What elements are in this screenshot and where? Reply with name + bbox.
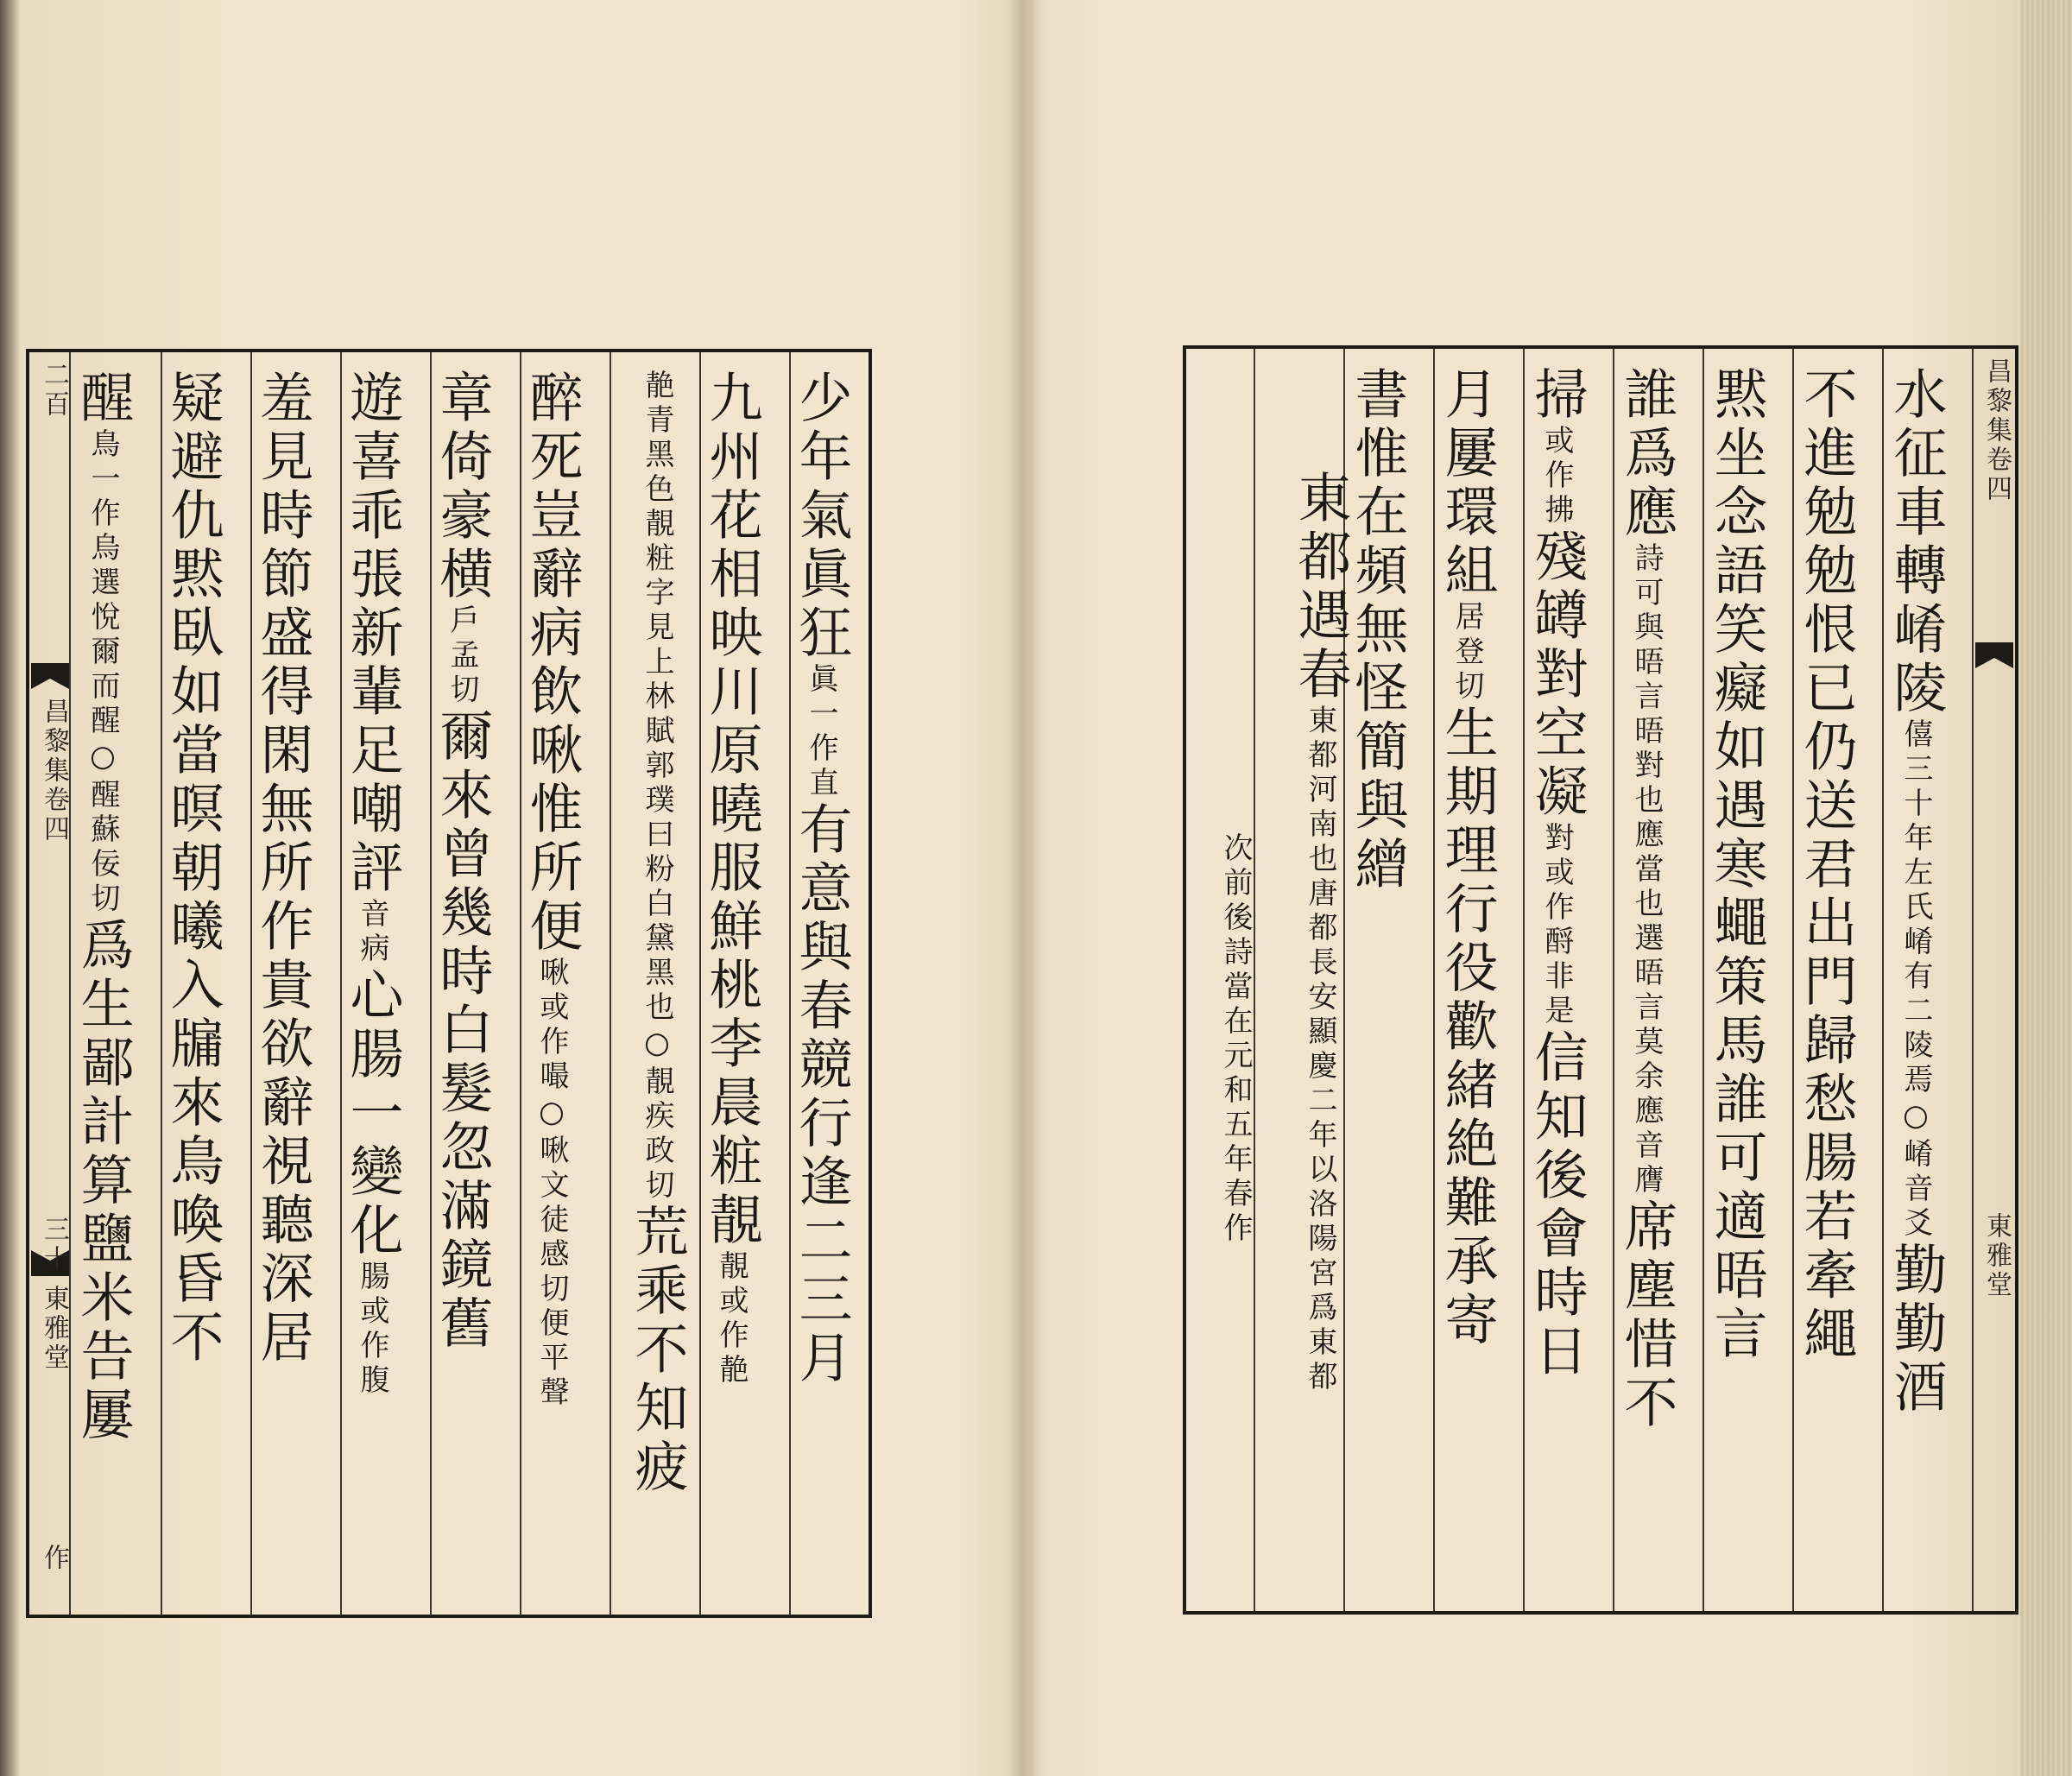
- left-page-frame: [26, 349, 872, 1618]
- column-rule: [1882, 349, 1884, 1611]
- right-col-6: 月屢環組居登切生期理行役歡緒絶難承寄: [1436, 366, 1499, 1350]
- right-col-9-note: 次前後詩當在元和五年春作: [1218, 832, 1253, 1247]
- right-col-8-poem-title: 東都遇春東都河南也唐都長安顯慶二年以洛陽宮爲東都: [1289, 470, 1352, 1395]
- right-col-5: 掃或作拂殘罇對空凝對或作酹非是信知後會時日: [1526, 366, 1589, 1381]
- left-margin-top: 二百: [39, 361, 69, 420]
- right-margin-hall: 東雅堂: [1981, 1212, 2012, 1300]
- column-rule: [1792, 349, 1794, 1611]
- column-rule: [1433, 349, 1435, 1611]
- right-col-3: 黙坐念語笑癡如遇寒蠅策馬誰可適晤言: [1705, 366, 1768, 1364]
- left-margin-folio: 三十: [39, 1216, 69, 1274]
- right-col-4: 誰爲應詩可與晤言晤對也應當也選晤言莫余應音膺席塵惜不: [1615, 366, 1678, 1433]
- left-margin-hall: 東雅堂: [39, 1285, 69, 1373]
- left-margin-bottom: 作: [39, 1544, 69, 1573]
- right-col-7: 書惟在頻無怪簡與繒: [1346, 366, 1409, 894]
- column-rule: [1702, 349, 1704, 1611]
- margin-rule: [69, 352, 71, 1615]
- right-page-frame: [1183, 345, 2018, 1615]
- left-col-2: 九州花相映川原曉服鮮桃李晨粧靚靚或作靘: [700, 370, 763, 1388]
- margin-rule: [1972, 349, 1974, 1611]
- left-col-8: 疑避仇黙臥如當暝朝曦入牖來鳥喚昏不: [161, 370, 224, 1368]
- upper-fishtail-mark: [31, 663, 69, 689]
- upper-fishtail-mark: [1975, 642, 2013, 668]
- left-margin-title: 昌黎集卷四: [39, 698, 69, 844]
- column-rule: [1254, 349, 1255, 1611]
- right-col-1: 水征車轉崤陵僖三十年左氏崤有二陵焉○崤音爻勤勤酒: [1885, 366, 1948, 1418]
- column-rule: [1613, 349, 1614, 1611]
- left-col-5: 章倚豪横戶孟切爾來曾幾時白髮忽滿鏡舊: [431, 370, 494, 1354]
- column-rule: [1523, 349, 1525, 1611]
- left-col-4: 醉死豈辭病飲啾惟所便啾或作嘬○啾文徒感切便平聲: [521, 370, 584, 1411]
- left-col-9: 醒鳥一作烏選悅爾而醒○醒蘇佞切爲生鄙計算鹽米告屢: [72, 370, 135, 1445]
- book-spine: [1008, 0, 1034, 1776]
- right-margin-title: 昌黎集卷四: [1981, 357, 2012, 504]
- left-col-6: 遊喜乖張新輩足嘲評音病心腸一變化腸或作腹: [341, 370, 404, 1399]
- column-rule: [610, 352, 611, 1615]
- left-col-1: 少年氣眞狂眞一作直有意與春競行逢二三月: [790, 370, 853, 1388]
- left-col-3: 靘青黑色靚粧字見上林賦郭璞曰粉白黛黑也○靚疾政切荒乘不知疲: [626, 370, 689, 1497]
- left-col-7: 羞見時節盛得閑無所作貴欲辭視聽深居: [251, 370, 314, 1368]
- right-col-2: 不進勉勉恨已仍送君出門歸愁腸若牽繩: [1795, 366, 1858, 1364]
- page-edges: [2020, 0, 2072, 1776]
